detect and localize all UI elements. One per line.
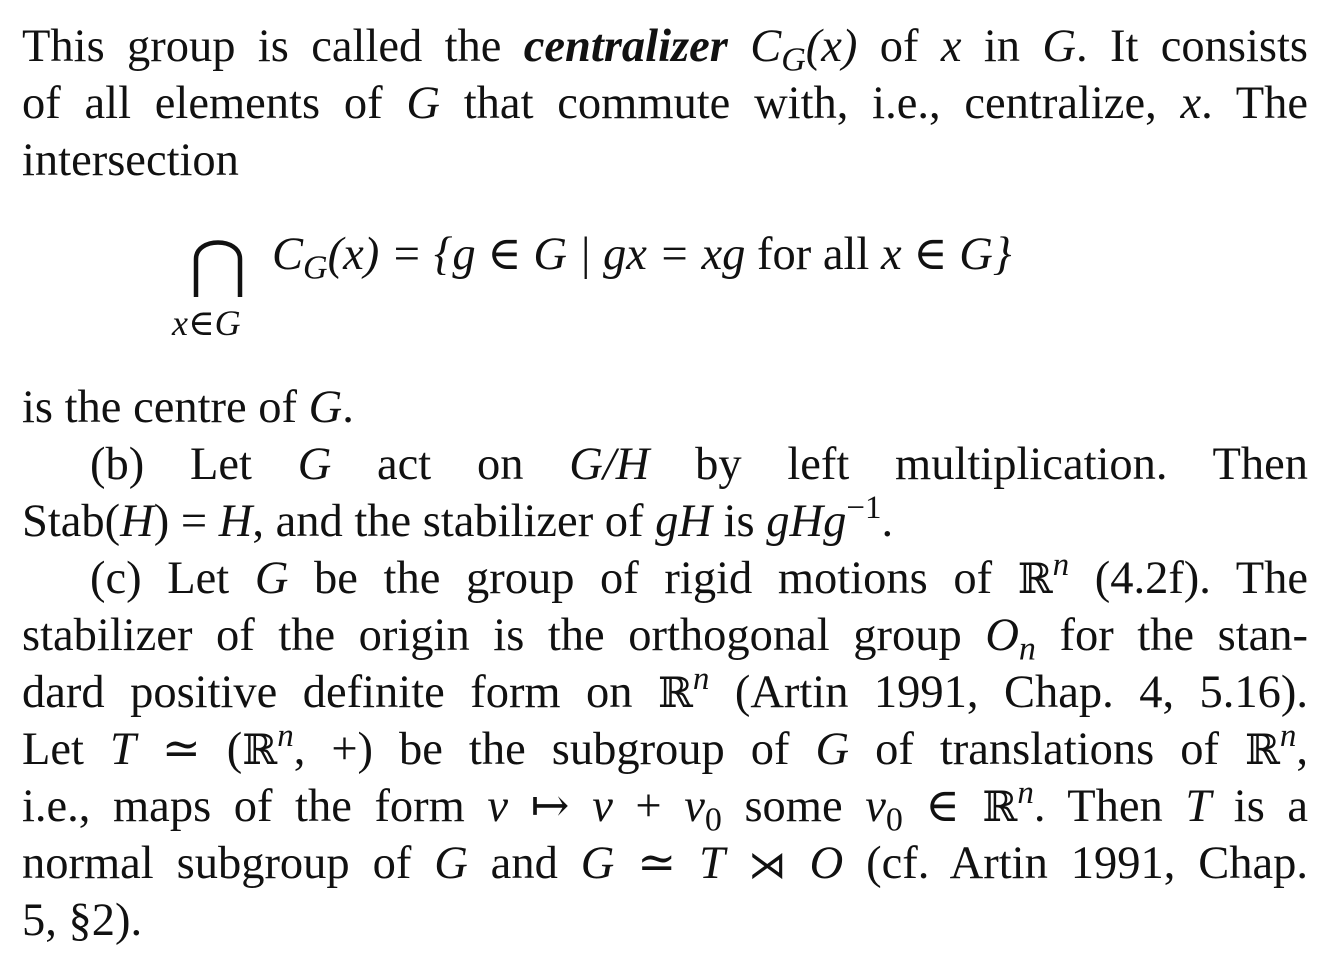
text-fragment: ↦ <box>508 781 593 832</box>
math-superscript: n <box>1279 717 1297 754</box>
text-fragment: and <box>467 838 581 889</box>
math-symbol: gHg <box>766 496 847 547</box>
text-fragment: stabilizer of the origin is the orthogonal group <box>22 610 986 661</box>
text-fragment: (Artin 1991, Chap. 4, 5.16). <box>709 667 1308 718</box>
math-subscript: n <box>1018 630 1036 668</box>
math-subscript: 0 <box>704 801 722 839</box>
math-operator: ⋊ <box>724 843 810 887</box>
operator-subscript: x∈G <box>172 303 241 343</box>
text-fragment: (4.2f). The <box>1069 553 1308 604</box>
text-line-3: intersection <box>22 135 239 186</box>
math-symbol: ℝ <box>657 668 693 717</box>
math-superscript: n <box>1052 546 1070 583</box>
text-fragment: Stab( <box>22 496 121 547</box>
big-intersection-operator <box>188 229 248 299</box>
math-symbol: G <box>308 382 343 433</box>
text-fragment: . <box>342 382 354 433</box>
math-symbol: ℝ <box>1244 725 1280 774</box>
text-fragment: for the stan- <box>1035 610 1309 661</box>
text-line-after-display <box>22 380 1308 436</box>
math-subscript: G <box>303 249 328 287</box>
text-fragment: of all elements of <box>22 78 407 129</box>
text-line-c3 <box>22 660 1308 721</box>
text-fragment: ≃ <box>614 838 700 889</box>
math-symbol: ℝ <box>1017 554 1053 603</box>
text-fragment: is <box>712 496 767 547</box>
math-symbol: (x) <box>805 21 858 72</box>
math-symbol: H <box>120 496 154 547</box>
math-symbol: x <box>940 21 962 72</box>
text-fragment: This group is called the <box>22 21 524 72</box>
text-line-c5 <box>22 774 1309 839</box>
math-symbol: H <box>218 496 253 547</box>
text-fragment: Let <box>22 724 110 775</box>
text-fragment: . The <box>1201 78 1309 129</box>
text-fragment: ) = <box>153 496 219 547</box>
math-superscript: n <box>277 717 294 754</box>
math-symbol: G <box>1042 21 1076 72</box>
math-symbol: T <box>109 724 136 775</box>
equation-body <box>272 225 1011 285</box>
text-fragment: some <box>721 781 866 832</box>
math-symbol: G <box>406 78 440 129</box>
display-equation <box>0 225 1334 355</box>
math-expression: (x) = {g ∈ G | gx = xg <box>327 229 746 280</box>
math-symbol: v <box>684 781 705 832</box>
text-line-2 <box>22 76 1308 132</box>
math-symbol: T <box>699 838 725 889</box>
math-symbol: ℝ <box>242 725 278 774</box>
defined-term: centralizer <box>523 21 728 72</box>
math-symbol: C <box>750 21 782 72</box>
text-line-c1 <box>90 546 1308 607</box>
math-symbol: G <box>434 838 468 889</box>
text-fragment: i.e., maps of the form <box>22 781 488 832</box>
text-fragment: in <box>961 21 1043 72</box>
math-symbol: gH <box>655 496 713 547</box>
text-fragment: normal subgroup of <box>22 838 435 889</box>
math-subscript: G <box>781 41 806 79</box>
math-symbol: x <box>1180 78 1202 129</box>
math-symbol: G <box>254 553 289 604</box>
text-line-c7: 5, §2). <box>22 895 143 946</box>
equation-text: for all <box>745 229 881 280</box>
text-fragment: of translations of <box>849 724 1245 775</box>
math-symbol: O <box>809 838 844 889</box>
math-expression: x ∈ G} <box>880 229 1012 280</box>
math-subscript: 0 <box>885 801 903 839</box>
text-fragment: is a <box>1211 781 1309 832</box>
text-line-c2 <box>22 608 1309 668</box>
math-symbol: G <box>815 724 850 775</box>
text-line-b2 <box>22 489 1308 550</box>
text-fragment: is the centre of <box>22 382 309 433</box>
math-symbol: v <box>487 781 509 832</box>
text-fragment: by left multiplication. Then <box>649 439 1308 490</box>
text-fragment: that commute with, i.e., centralize, <box>439 78 1181 129</box>
math-symbol: G <box>580 838 615 889</box>
text-fragment: (c) Let <box>90 553 255 604</box>
text-fragment: be the group of rigid motions of <box>288 553 1018 604</box>
math-symbol: G/H <box>569 439 650 490</box>
math-symbol: v <box>865 781 886 832</box>
text-fragment: , +) be the subgroup of <box>293 724 816 775</box>
text-fragment: of <box>857 21 941 72</box>
math-symbol: T <box>1185 781 1212 832</box>
text-fragment: (cf. Artin 1991, Chap. <box>843 838 1308 889</box>
math-superscript: −1 <box>846 489 882 526</box>
text-fragment: + <box>612 781 685 832</box>
math-superscript: n <box>692 660 710 697</box>
text-fragment: . <box>881 496 894 547</box>
text-fragment: ∈ <box>902 781 983 832</box>
text-fragment: , and the stabilizer of <box>252 496 656 547</box>
text-fragment: . It consists <box>1075 21 1308 72</box>
text-fragment: , <box>1296 724 1308 775</box>
math-symbol: C <box>272 229 304 280</box>
text-fragment: dard positive definite form on <box>22 667 658 718</box>
math-superscript: n <box>1017 774 1034 811</box>
text-line-c6 <box>22 836 1308 892</box>
text-line-1 <box>22 19 1308 79</box>
text-fragment: ≃ ( <box>135 724 243 775</box>
text-fragment: act on <box>331 439 570 490</box>
text-line-b1 <box>90 437 1308 493</box>
math-symbol: ℝ <box>982 782 1018 831</box>
text-fragment: (b) Let <box>90 439 298 490</box>
text-fragment: . Then <box>1033 781 1186 832</box>
text-line-c4 <box>22 717 1308 778</box>
math-symbol: O <box>985 610 1019 661</box>
math-symbol: v <box>592 781 613 832</box>
math-symbol: G <box>297 439 332 490</box>
